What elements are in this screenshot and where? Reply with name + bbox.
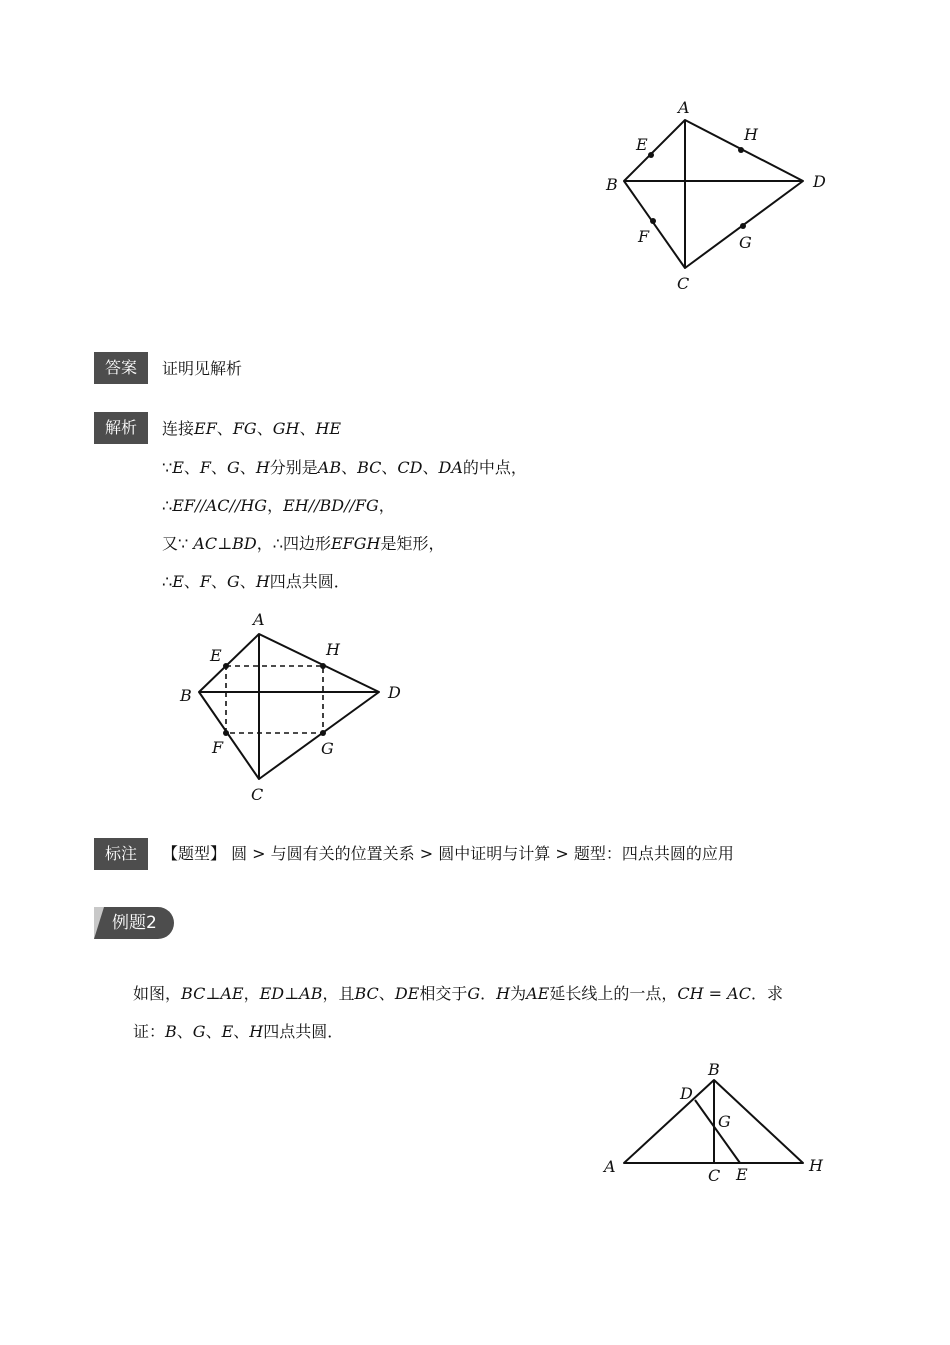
figure-rectangle-efgh — [170, 605, 410, 805]
label-a: A — [604, 1157, 616, 1176]
label-b: B — [180, 686, 192, 705]
label-g: G — [718, 1112, 731, 1131]
example-badge-label: 例题2 — [112, 913, 157, 933]
label-f: F — [212, 738, 224, 757]
answer-text: 证明见解析 — [162, 359, 243, 378]
example-badge — [94, 907, 174, 939]
label-e: E — [210, 646, 222, 665]
analysis-line-4: 又∵ AC⊥BD，∴四边形EFGH是矩形， — [162, 534, 445, 553]
annotation-text: 【题型】 圆 > 与圆有关的位置关系 > 圆中证明与计算 > 题型：四点共圆的应用 — [162, 844, 734, 863]
label-e: E — [636, 135, 648, 154]
label-h: H — [809, 1156, 823, 1175]
analysis-line-2: ∵E、F、G、H分别是AB、BC、CD、DA的中点， — [162, 458, 527, 477]
label-h: H — [744, 125, 758, 144]
label-b: B — [708, 1060, 720, 1079]
problem-line-2: 证：B、G、E、H四点共圆． — [133, 1022, 344, 1041]
label-f: F — [638, 227, 650, 246]
label-c: C — [677, 274, 690, 293]
analysis-line-5: ∴E、F、G、H四点共圆． — [162, 572, 350, 591]
label-d: D — [388, 683, 401, 702]
label-d: D — [680, 1084, 693, 1103]
figure-triangle-abh — [595, 1055, 835, 1185]
analysis-tag: 解析 — [94, 412, 148, 444]
figure-quadrilateral-abcd — [590, 90, 840, 300]
label-d: D — [813, 172, 826, 191]
problem-line-1: 如图，BC⊥AE，ED⊥AB，且BC、DE相交于G．H为AE延长线上的一点，CH = AC．求 — [133, 984, 783, 1003]
label-g: G — [321, 739, 334, 758]
analysis-line-3: ∴EF//AC//HG，EH//BD//FG， — [162, 496, 395, 515]
label-b: B — [606, 175, 618, 194]
label-c: C — [251, 785, 264, 804]
label-c: C — [708, 1166, 721, 1185]
answer-tag: 答案 — [94, 352, 148, 384]
label-g: G — [739, 233, 752, 252]
label-a: A — [253, 610, 265, 629]
label-e: E — [736, 1165, 748, 1184]
analysis-line-1: 连接EF、FG、GH、HE — [162, 419, 342, 438]
label-h: H — [326, 640, 340, 659]
annotation-tag: 标注 — [94, 838, 148, 870]
label-a: A — [678, 98, 690, 117]
